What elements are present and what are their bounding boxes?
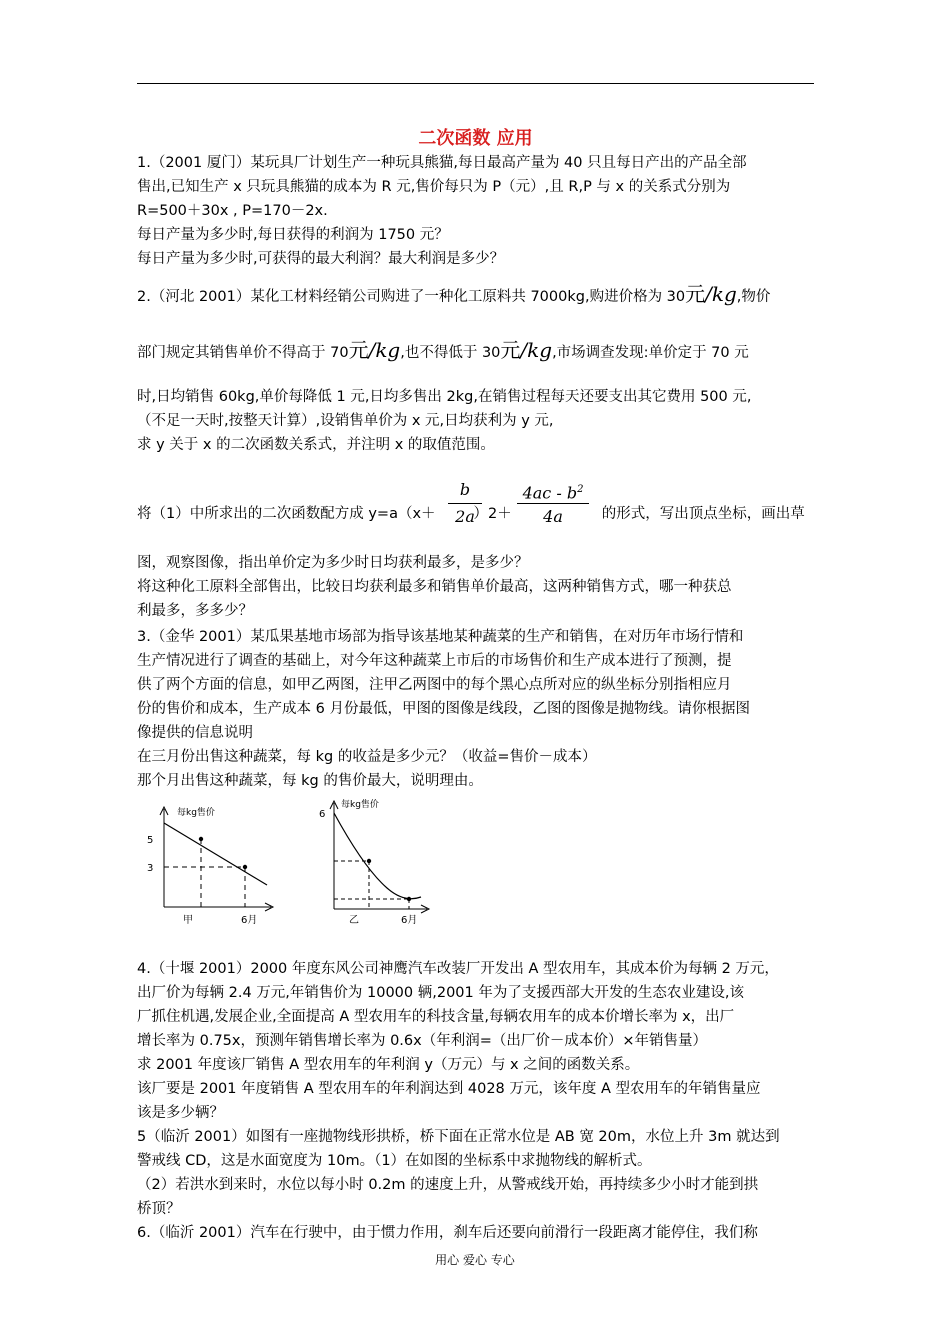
q2-line-9: 利最多，多多少？ (137, 603, 253, 619)
fig2-x-label: 乙 (349, 915, 359, 926)
q2-line-1-text: 2.（河北 2001）某化工材料经销公司购进了一种化工原料共 7000kg,购进价格为 30 (137, 289, 686, 305)
q1-line-2: 售出,已知生产 x 只玩具熊猫的成本为 R 元,售价每只为 P（元）,且 R,P 与 x 的关系式分别为 (137, 179, 731, 195)
q2-line-2: 部门规定其销售单价不得高于 70元/kg,也不得低于 30元/kg,市场调查发现:单价定于 70 元 (137, 338, 749, 362)
fraction-discriminant: $\frac{4ac - b^2}{4a}$ (517, 477, 589, 530)
q4-line-2: 出厂价为每辆 2.4 万元,年销售价为 10000 辆,2001 年为了支援西部大开发的生态农业建设,该 (137, 985, 744, 1001)
q3-line-1: 3.（金华 2001）某瓜果基地市场部为指导该基地某种蔬菜的生产和销售，在对历年市场行情和 (137, 629, 744, 645)
fig2-cost-parabola (334, 813, 421, 899)
q3-line-6: 在三月份出售这种蔬菜，每 kg 的收益是多少元？（收益=售价－成本） (137, 749, 597, 765)
fig2-point-1 (367, 859, 371, 863)
fraction-b-over-2a: $\frac{b}{2a}$ (448, 477, 482, 530)
q5-line-2: 警戒线 CD，这是水面宽度为 10m。（1）在如图的坐标系中求抛物线的解析式。 (137, 1153, 652, 1169)
document-body (137, 151, 817, 1245)
q3-figures (137, 793, 817, 943)
q5-line-4: 桥顶？ (137, 1201, 181, 1217)
page-title: 二次函数 应用 (418, 128, 533, 149)
q3-line-2: 生产情况进行了调查的基础上，对今年这种蔬菜上市后的市场售价和生产成本进行了预测，提 (137, 653, 732, 669)
fig2-y6: 6 (319, 809, 326, 820)
unit-yuan-per-kg: 元/kg (500, 338, 553, 362)
q5-line-3: （2）若洪水到来时，水位以每小时 0.2m 的速度上升，从警戒线开始，再持续多少小时才能到拱 (137, 1177, 759, 1193)
figure-jia-price-line (137, 799, 287, 927)
q1-line-5: 每日产量为多少时,可获得的最大利润？最大利润是多少？ (137, 251, 505, 267)
fig1-label-top: 每kg售价 (177, 808, 215, 818)
fig1-point-2 (243, 865, 247, 869)
q5-line-1: 5（临沂 2001）如图有一座抛物线形拱桥，桥下面在正常水位是 AB 宽 20m，水位上升 3m 就达到 (137, 1129, 780, 1145)
fig1-point-1 (199, 837, 203, 841)
q2-line-7: 图，观察图像，指出单价定为多少时日均获利最多，是多少？ (137, 555, 529, 571)
header-rule (137, 83, 814, 84)
q2-line-4: （不足一天时,按整天计算）,设销售单价为 x 元,日均获利为 y 元, (137, 413, 554, 429)
unit-yuan-per-kg: 元/kg (348, 338, 401, 362)
q6-line-1: 6.（临沂 2001）汽车在行驶中，由于惯力作用，刹车后还要向前滑行一段距离才能停住，我们称 (137, 1225, 758, 1241)
q1-line-1: 1.（2001 厦门）某玩具厂计划生产一种玩具熊猫,每日最高产量为 40 只且每日产出的产品全部 (137, 155, 747, 171)
q2-line-3: 时,日均销售 60kg,单价每降低 1 元,日均多售出 2kg,在销售过程每天还要支出其它费用 500 元, (137, 389, 752, 405)
q3-line-5: 像提供的信息说明 (137, 725, 253, 741)
fig1-x6: 6月 (241, 915, 258, 926)
fig1-y3: 3 (147, 863, 154, 874)
q1-line-3: R=500＋30x , P=170－2x. (137, 203, 328, 219)
q4-line-3: 厂抓住机遇,发展企业,全面提高 A 型农用车的科技含量,每辆农用车的成本价增长率为 x，出厂 (137, 1009, 735, 1025)
fig1-y5: 5 (147, 835, 154, 846)
fig1-price-segment (164, 823, 267, 885)
q4-line-7: 该是多少辆？ (137, 1105, 224, 1121)
q3-line-3: 供了两个方面的信息，如甲乙两图，注甲乙两图中的每个黑心点所对应的纵坐标分别指相应月 (137, 677, 732, 693)
q2-line-5: 求 y 关于 x 的二次函数关系式，并注明 x 的取值范围。 (137, 437, 495, 453)
page-footer: 用心 爱心 专心 (435, 1253, 515, 1267)
q2-formula-text: 将（1）中所求出的二次函数配方成 y=a（x＋ ）2＋ 的形式，写出顶点坐标，画出草 (137, 506, 805, 522)
q3-line-7: 那个月出售这种蔬菜，每 kg 的售价最大，说明理由。 (137, 773, 483, 789)
q4-line-5: 求 2001 年度该厂销售 A 型农用车的年利润 y（万元）与 x 之间的函数关系。 (137, 1057, 640, 1073)
fig2-point-2 (407, 897, 411, 901)
q1-line-4: 每日产量为多少时,每日获得的利润为 1750 元？ (137, 227, 449, 243)
figure-yi-cost-parabola (309, 793, 439, 929)
q2-line-1 (137, 273, 817, 315)
q4-line-6: 该厂要是 2001 年度销售 A 型农用车的年利润达到 4028 万元，该年度 A 型农用车的年销售量应 (137, 1081, 761, 1097)
q2-line-1-tail: ,物价 (736, 289, 771, 305)
q2-formula-line (137, 457, 817, 543)
fig1-x-label: 甲 (183, 915, 193, 926)
unit-yuan-per-kg: 元/kg (685, 282, 737, 306)
q2-line-8: 将这种化工原料全部售出，比较日均获利最多和销售单价最高，这两种销售方式，哪一种获总 (137, 579, 732, 595)
q3-line-4: 份的售价和成本，生产成本 6 月份最低，甲图的图像是线段，乙图的图像是抛物线。请你根据图 (137, 701, 750, 717)
q4-line-4: 增长率为 0.75x，预测年销售增长率为 0.6x（年利润=（出厂价－成本价）×年销售量） (137, 1033, 708, 1049)
fig2-label-top: 每kg售价 (341, 800, 379, 810)
fig2-x6: 6月 (401, 915, 418, 926)
q4-line-1: 4.（十堰 2001）2000 年度东风公司神鹰汽车改装厂开发出 A 型农用车，其成本价为每辆 2 万元， (137, 961, 779, 977)
